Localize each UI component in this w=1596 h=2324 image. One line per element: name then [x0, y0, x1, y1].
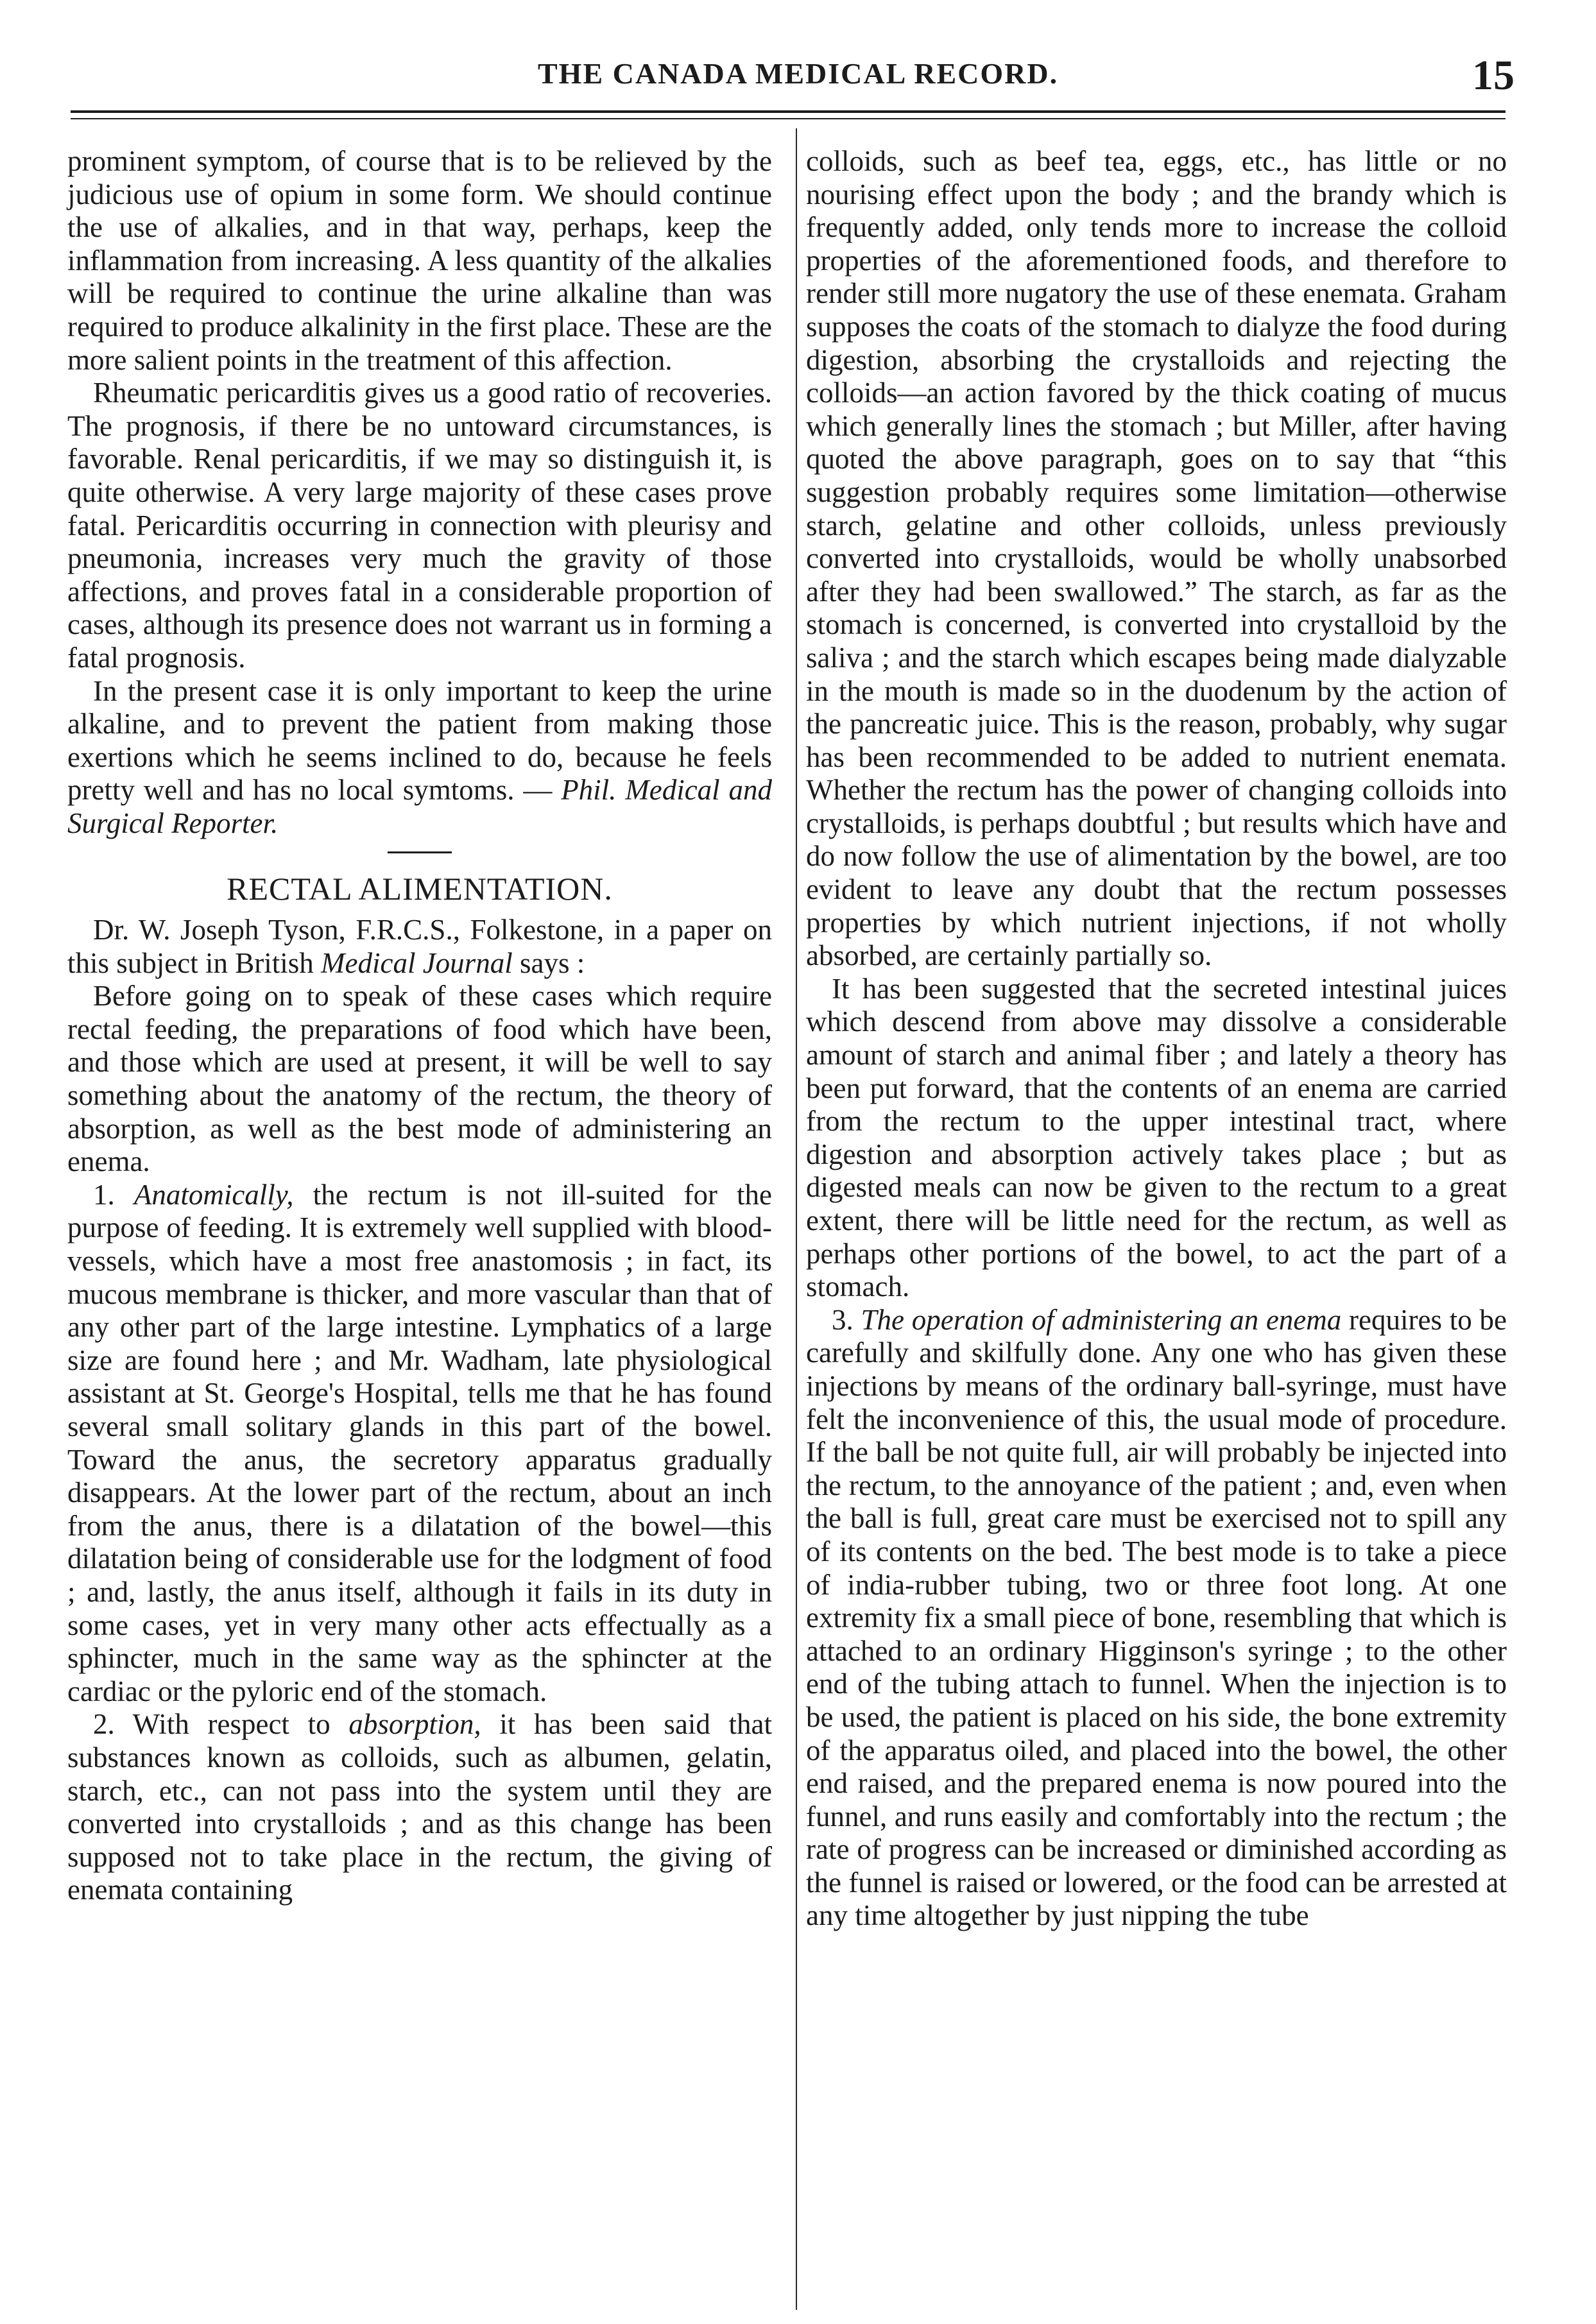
paragraph-colloids: colloids, such as beef tea, eggs, etc., has little or no nourising effect upon the body ; and the brandy which is frequently added, only tends more to increase the colloid properties of the aforementioned foods, and therefore to render still more nugatory the use of these enemata. Graham supposes the coats of the stomach to dialyze the food during digestion, absorbing the crystalloids and rejecting the colloids—an action favored by the thick coating of mucus which generally lines the stomach ; but Miller, after having quoted the above paragraph, goes on to say that “this suggestion probably requires some limitation—otherwise starch, gelatine and other colloids, unless previously converted into crystalloids, would be wholly unabsorbed after they had been swallowed.” The starch, as far as the stomach is concerned, is converted into crystalloid by the saliva ; and the starch which escapes being made dialyzable in the mouth is made so in the duodenum by the action of the pancreatic juice. This is the reason, probably, why sugar has been recommended to be added to nutrient enemata. Whether the rectum has the power of changing colloids into crystalloids, is perhaps doubtful ; but results which have and do now follow the use of alimentation by the bowel, are too evident to leave any doubt that the rectum possesses properties by which nutrient injections, if not wholly absorbed, are certainly partially so.: [806, 145, 1507, 972]
right-column: [806, 145, 1507, 1933]
journal-title: THE CANADA MEDICAL RECORD.: [538, 57, 1059, 90]
header-rule-thick: [71, 110, 1506, 113]
paragraph-continued: prominent symptom, of course that is to be relieved by the judicious use of opium in some form. We should continue the use of alkalies, and in that way, perhaps, keep the inflammation from increasing. A less quantity of the alkalies will be required to continue the urine alkaline than was required to produce alkalinity in the first place. These are the more salient points in the treatment of this affection.: [67, 145, 772, 376]
point-2-text: it has been said that substances known as colloids, such as albumen, gelatin, starch, etc., can not pass into the system until they are converted into crystalloids ; and as this change has been supposed not to take place in the rectum, the giving of enemata containing: [67, 1708, 773, 1906]
point-2-prefix: With respect to: [132, 1708, 330, 1741]
point-1-text: the rectum is not ill-suited for the purpose of feeding. It is extremely well supplied with blood-vessels, which have a most free anastomosis ; in fact, its mucous membrane is thicker, and more vascular than that of any other part of the large intestine. Lymphatics of a large size are found here ; and Mr. Wadham, late physiological assistant at St. George's Hospital, tells me that he has found several small solitary glands in this part of the bowel. Toward the anus, the secretory apparatus gradually disappears. At the lower part of the rectum, about an inch from the anus, there is a dilatation of the bowel—this dilatation being of considerable use for the lodgment of food ; and, lastly, the anus itself, although it fails in its duty in some cases, yet in very many other acts effectually as a sphincter, much in the same way as the sphincter at the cardiac or the pyloric end of the stomach.: [67, 1178, 773, 1707]
column-divider: [796, 128, 797, 2310]
intro-journal-name: Medical Journal: [321, 946, 513, 979]
paragraph-present-case-text: In the present case it is only important to keep the urine alkaline, and to prevent the patient from making those exertions which he seems inclined to do, because he feels pretty well and has no local symtoms. —: [67, 674, 772, 807]
intro-says: says :: [519, 946, 585, 979]
paragraph-intestinal-juices: It has been suggested that the secreted intestinal juices which descend from above may dissolve a considerable amount of starch and animal fiber ; and lately a theory has been put forward, that the contents of an enema are carried from the rectum to the upper intestinal tract, where digestion and absorption actively takes place ; but as digested meals can now be given to the rectum to a great extent, there will be little need for the rectum, as well as perhaps other portions of the bowel, to act the part of a stomach.: [806, 972, 1507, 1303]
point-3-title: The operation of administering an enema: [861, 1303, 1342, 1336]
point-2-paragraph: [67, 1708, 772, 1907]
point-3-paragraph: [806, 1304, 1507, 1933]
point-2-number: 2.: [93, 1708, 115, 1741]
page-header: [0, 51, 1596, 103]
point-3-number: 3.: [832, 1303, 854, 1336]
point-2-title: absorption,: [348, 1708, 481, 1741]
paragraph-present-case: [67, 675, 772, 841]
intro-paragraph: [67, 914, 772, 980]
page-number: 15: [1472, 52, 1514, 99]
body-paragraph: Before going on to speak of these cases which require rectal feeding, the preparations of food which have been, and those which are used at present, it will be well to say something about the anatomy of the rectum, the theory of absorption, as well as the best mode of administering an enema.: [67, 980, 772, 1178]
intro-text: Dr. W. Joseph Tyson, F.R.C.S., Folkestone, in a paper on this subject in British: [67, 914, 772, 979]
left-column: [67, 145, 772, 1907]
source-citation: Phil. Medical and Surgical Reporter.: [67, 774, 773, 839]
point-3-text: requires to be carefully and skilfully done. Any one who has given these injections by means of the ordinary ball-syringe, must have felt the inconvenience of this, the usual mode of procedure. If the ball be not quite full, air will probably be injected into the rectum, to the annoyance of the patient ; and, even when the ball is full, great care must be exercised not to spill any of its contents on the bed. The best mode is to take a piece of india-rubber tubing, two or three foot long. At one extremity fix a small piece of bone, resembling that which is attached to an ordinary Higginson's syringe ; to the other end of the tubing attach to funnel. When the injection is to be used, the patient is placed on his side, the bone extremity of the apparatus oiled, and placed into the bowel, the other end raised, and the prepared enema is now poured into the funnel, and runs easily and comfortably into the rectum ; the rate of progress can be increased or diminished according as the funnel is raised or lowered, or the food can be arrested at any time altogether by just nipping the tube: [806, 1303, 1507, 1932]
section-heading: RECTAL ALIMENTATION.: [227, 871, 613, 907]
point-1-number: 1.: [93, 1178, 115, 1211]
paragraph-prognosis: Rheumatic pericarditis gives us a good ratio of recoveries. The prognosis, if there be no untoward circumstances, is favorable. Renal pericarditis, if we may so distinguish it, is quite otherwise. A very large majority of these cases prove fatal. Pericarditis occurring in connection with pleurisy and pneumonia, increases very much the gravity of those affections, and proves fatal in a considerable proportion of cases, although its presence does not warrant us in forming a fatal prognosis.: [67, 377, 772, 674]
point-1-paragraph: [67, 1179, 772, 1709]
section-divider: [388, 851, 452, 853]
header-rule-thin: [71, 118, 1506, 119]
point-1-title: Anatomically,: [133, 1178, 294, 1211]
